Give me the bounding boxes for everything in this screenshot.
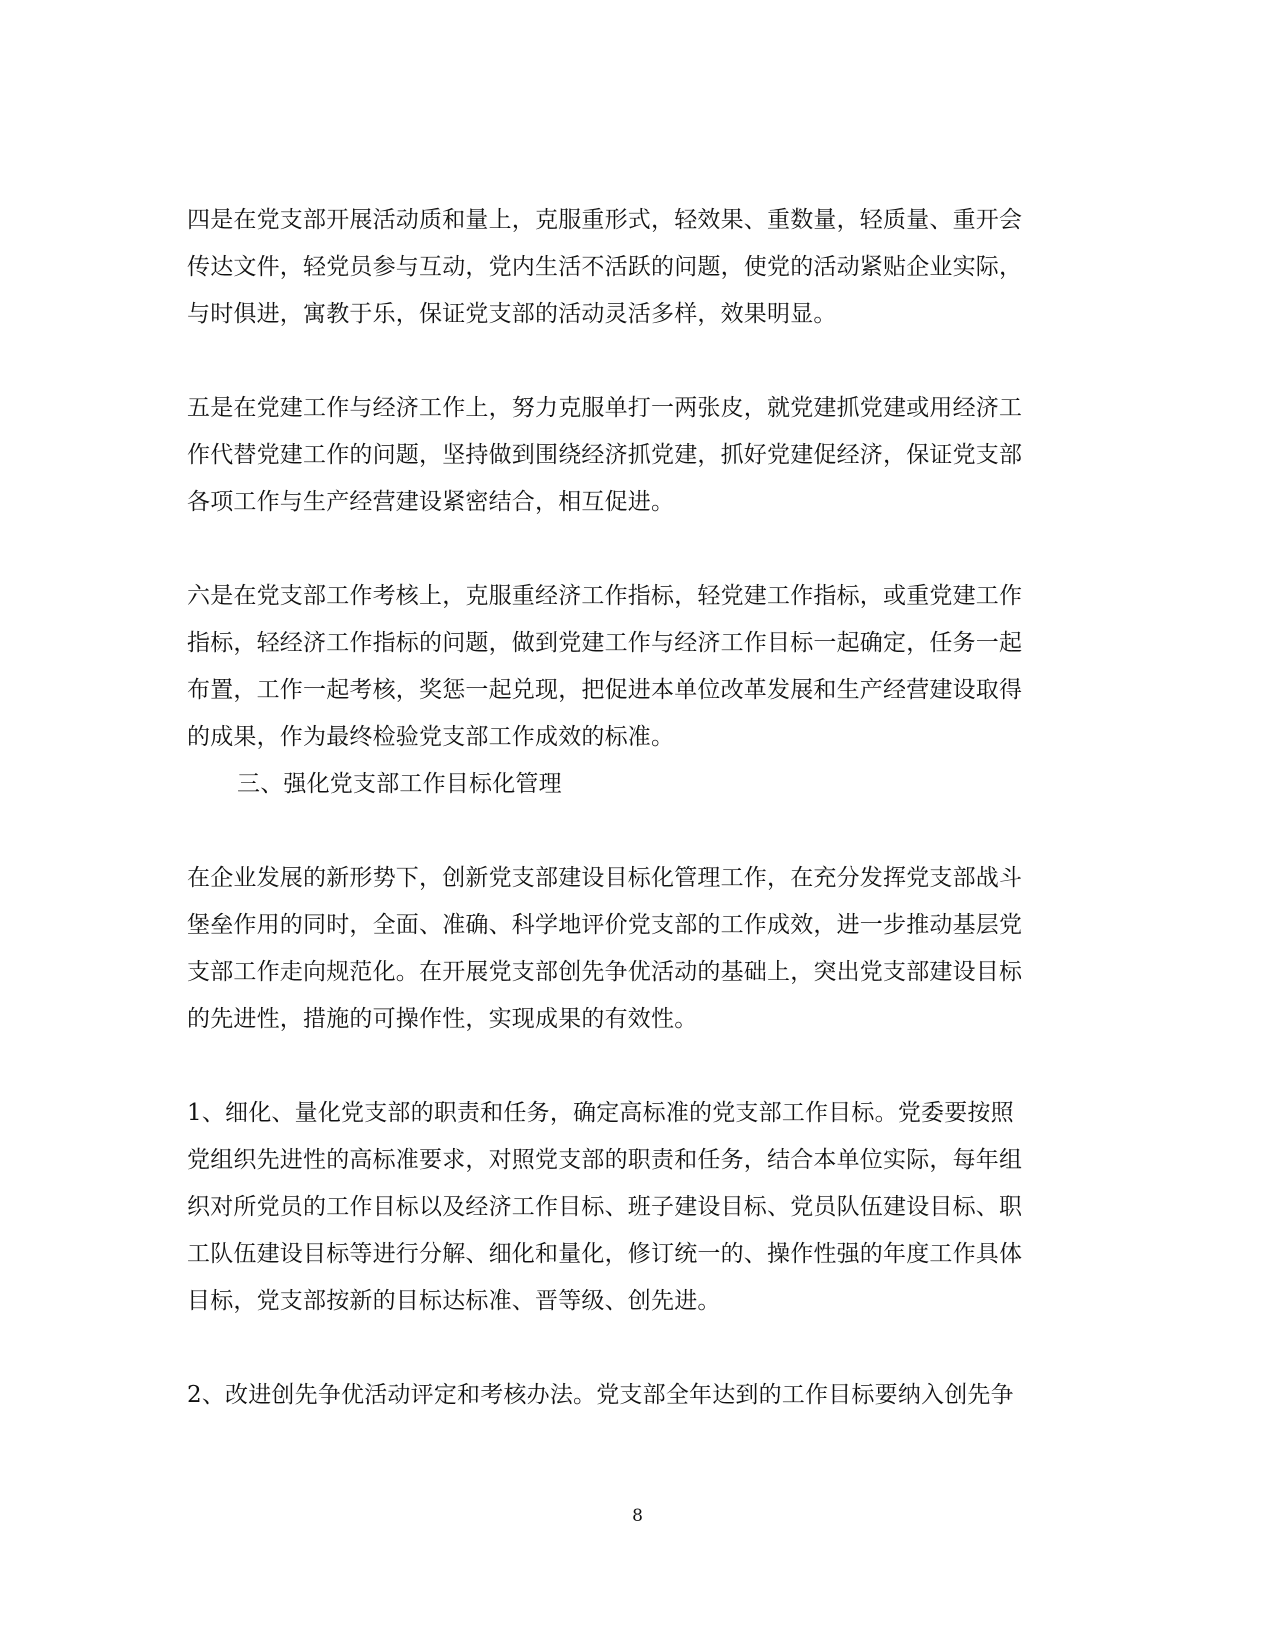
text-line: 与时俱进，寓教于乐，保证党支部的活动灵活多样，效果明显。: [187, 301, 837, 327]
text-line: 作代替党建工作的问题，坚持做到围绕经济抓党建，抓好党建促经济，保证党支部: [187, 442, 1023, 468]
text-line: 布置，工作一起考核，奖惩一起兑现，把促进本单位改革发展和生产经营建设取得: [187, 677, 1023, 703]
text-line: 1、细化、量化党支部的职责和任务，确定高标准的党支部工作目标。党委要按照: [187, 1100, 1014, 1126]
text-line: 五是在党建工作与经济工作上，努力克服单打一两张皮，就党建抓党建或用经济工: [187, 395, 1023, 421]
text-line: 的成果，作为最终检验党支部工作成效的标准。: [187, 724, 675, 750]
text-line: 传达文件，轻党员参与互动，党内生活不活跃的问题，使党的活动紧贴企业实际，: [187, 254, 1023, 280]
text-line: 各项工作与生产经营建设紧密结合，相互促进。: [187, 489, 675, 515]
page-number: 8: [632, 1506, 643, 1526]
text-line: 2、改进创先争优活动评定和考核办法。党支部全年达到的工作目标要纳入创先争: [187, 1382, 1014, 1408]
text-line: 的先进性，措施的可操作性，实现成果的有效性。: [187, 1006, 698, 1032]
text-line: 支部工作走向规范化。在开展党支部创先争优活动的基础上，突出党支部建设目标: [187, 959, 1023, 985]
text-line: 指标，轻经济工作指标的问题，做到党建工作与经济工作目标一起确定，任务一起: [187, 630, 1023, 656]
text-line: 堡垒作用的同时，全面、准确、科学地评价党支部的工作成效，进一步推动基层党: [187, 912, 1023, 938]
text-line: 织对所党员的工作目标以及经济工作目标、班子建设目标、党员队伍建设目标、职: [187, 1194, 1023, 1220]
section-heading: 三、强化党支部工作目标化管理: [237, 771, 562, 797]
text-line: 目标，党支部按新的目标达标准、晋等级、创先进。: [187, 1288, 721, 1314]
text-line: 六是在党支部工作考核上，克服重经济工作指标，轻党建工作指标，或重党建工作: [187, 583, 1023, 609]
text-line: 在企业发展的新形势下，创新党支部建设目标化管理工作，在充分发挥党支部战斗: [187, 865, 1023, 891]
text-line: 四是在党支部开展活动质和量上，克服重形式，轻效果、重数量，轻质量、重开会: [187, 207, 1023, 233]
text-line: 党组织先进性的高标准要求，对照党支部的职责和任务，结合本单位实际，每年组: [187, 1147, 1023, 1173]
text-line: 工队伍建设目标等进行分解、细化和量化，修订统一的、操作性强的年度工作具体: [187, 1241, 1023, 1267]
